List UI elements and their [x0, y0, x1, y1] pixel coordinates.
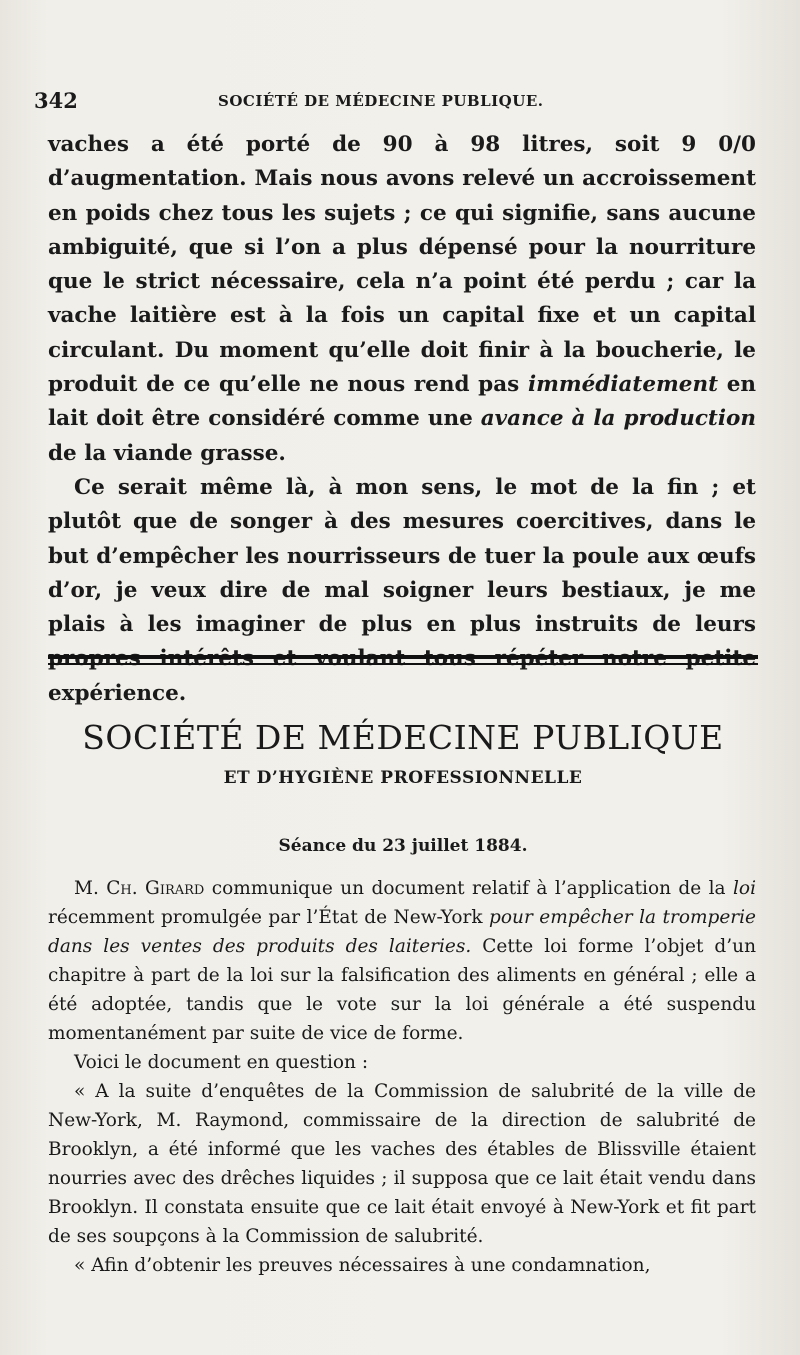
- top-body-text: [48, 128, 756, 711]
- session-date: Séance du 23 juillet 1884.: [278, 836, 528, 856]
- paragraph-document-intro: Voici le document en question :: [74, 1052, 369, 1073]
- paragraph-quote-2: « Afin d’obtenir les preuves nécessaires à une condamnation,: [74, 1255, 651, 1276]
- italic-text: immédiatement: [527, 372, 719, 398]
- italic-text: avance à la production: [480, 406, 756, 432]
- paragraph-conclusion: Ce serait même là, à mon sens, le mot de la fin ; et plutôt que de songer à des mesures coercitives, dans le but d’empêcher les nourrisseurs de tuer la poule aux œufs d’or, je veux dire de mal soigner leurs bestiaux, je me plais à les imaginer de plus en plus instruits de leurs expérience.: [48, 474, 756, 706]
- lower-body-text: [48, 874, 756, 1280]
- paragraph-text: Cette loi forme l’objet d’un chapitre à part de la loi sur la falsification des aliments en général ; elle a été adoptée, tandis que le vote sur la loi générale a été suspendu momentanément par suite de vice de forme.: [48, 936, 756, 1044]
- section-divider: [48, 655, 758, 665]
- paragraph-text: de la viande grasse.: [48, 440, 286, 466]
- running-title: SOCIÉTÉ DE MÉDECINE PUBLIQUE.: [218, 92, 544, 110]
- italic-text: loi: [733, 878, 756, 899]
- paragraph-continued: [48, 128, 756, 471]
- section-subtitle: ET D’HYGIÈNE PROFESSIONNELLE: [223, 768, 583, 788]
- italic-text: pour empêcher la tromperie dans les ventes des produits des laiteries.: [48, 907, 756, 957]
- paragraph-intro: [48, 874, 756, 1048]
- paragraph-text: vaches a été porté de 90 à 98 litres, soit 9 0/0 d’augmentation. Mais nous avons relevé un accroissement en poids chez tous les sujets ; ce qui signifie, sans aucune ambiguité, que si l’on a plus dépensé pour la nourriture que le strict nécessaire, cela n’a point été perdu ; car la vache laitière est à la fois un capital fixe et un capital circulant. Du moment qu’elle doit finir à la boucherie, le produit de ce qu’elle ne nous rend pas: [48, 132, 756, 398]
- divider-thin-rule: [48, 663, 758, 665]
- paragraph-text: en lait doit être considéré comme une: [48, 372, 756, 432]
- page-number: 342: [34, 88, 78, 113]
- speaker-name: M. Ch. Girard: [74, 878, 205, 899]
- section-title: SOCIÉTÉ DE MÉDECINE PUBLIQUE: [82, 718, 724, 757]
- paragraph-text: récemment promulgée par l’État de New-York: [48, 907, 490, 928]
- running-head: [30, 88, 770, 116]
- paragraph-quote-1: « A la suite d’enquêtes de la Commission de salubrité de la ville de New-York, M. Raymond, commissaire de la direction de salubrité de Brooklyn, a été informé que les vaches des étables de Blissville étaient nourries avec des drêches liquides ; il supposa que ce lait était vendu dans Brooklyn. Il constata ensuite que ce lait était envoyé à New-York et fit part de ses soupçons à la Commission de salubrité.: [48, 1081, 756, 1247]
- divider-thick-rule: [48, 655, 758, 659]
- paragraph-text: communique un document relatif à l’application de la: [204, 878, 734, 899]
